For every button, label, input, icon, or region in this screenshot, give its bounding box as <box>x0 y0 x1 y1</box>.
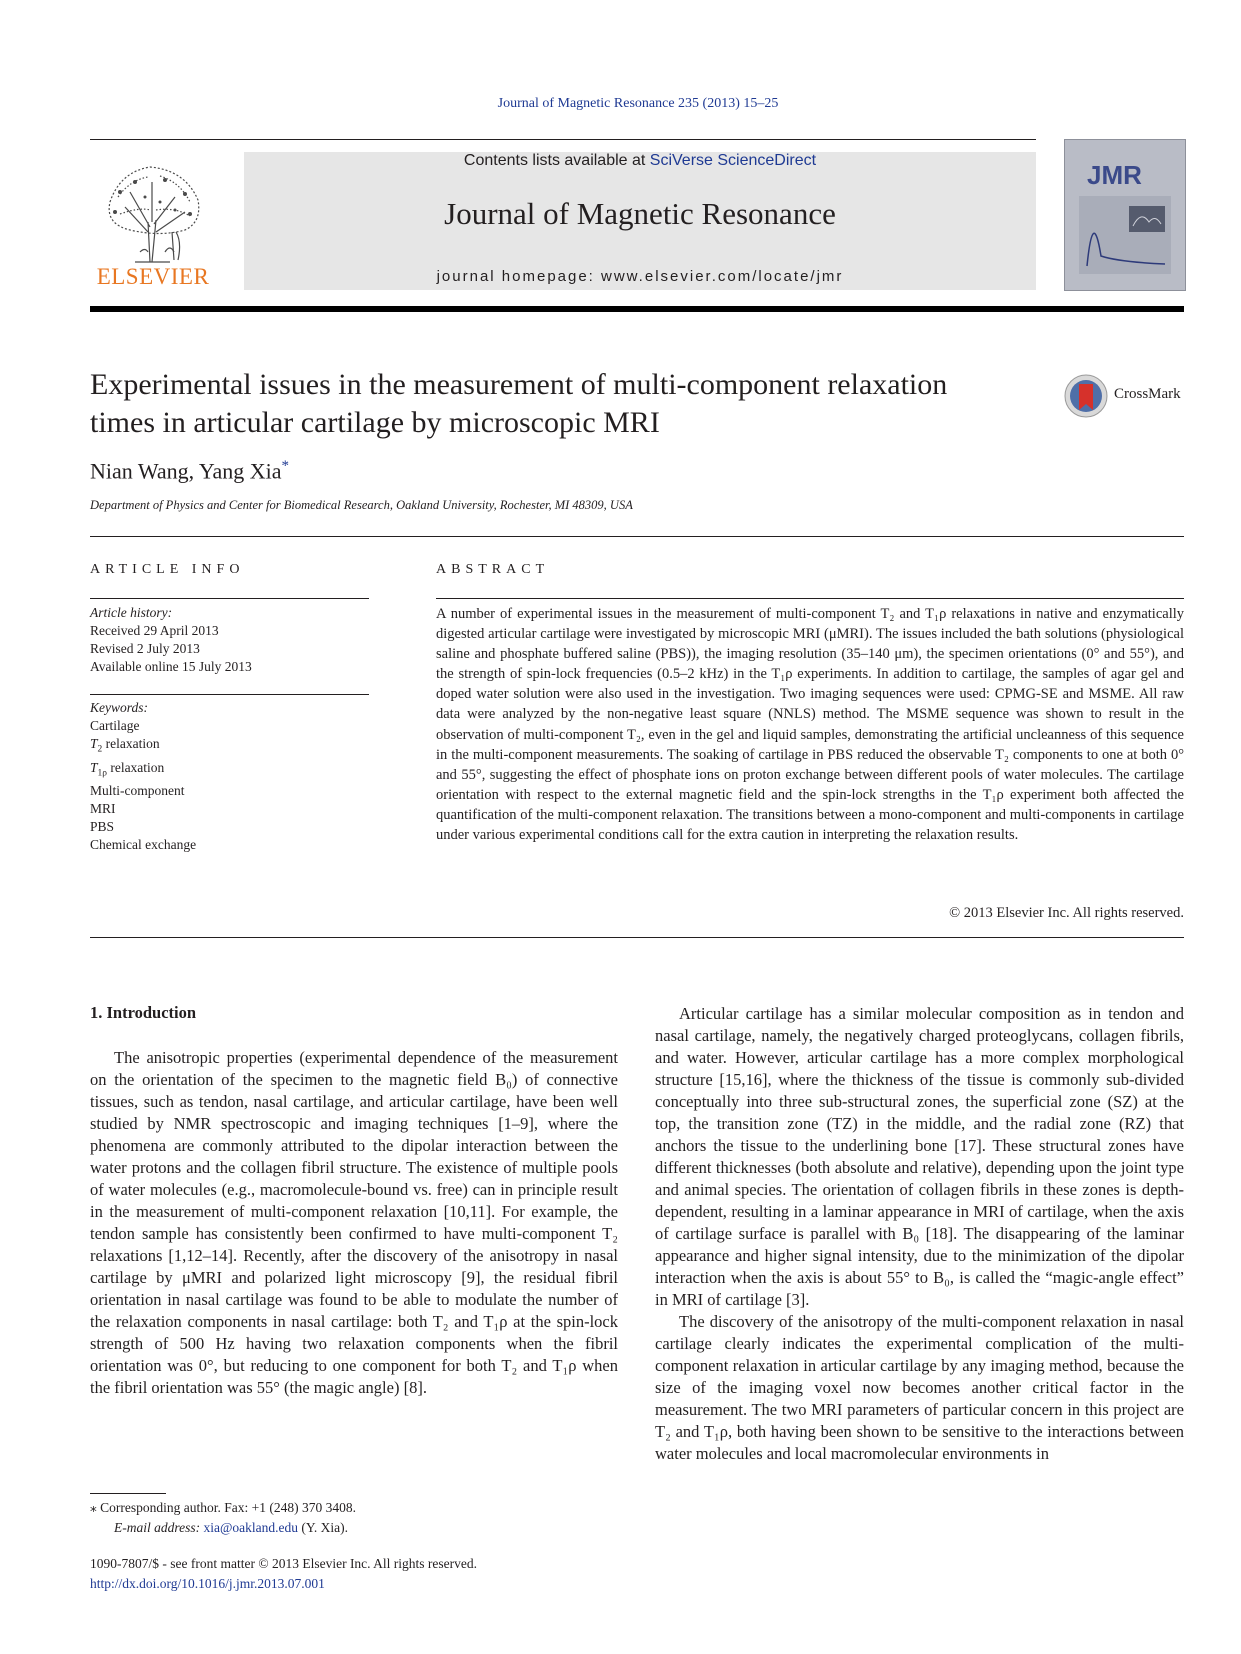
keywords-rule <box>90 694 369 695</box>
cover-plot-icon <box>1079 196 1171 274</box>
issn-line: 1090-7807/$ - see front matter © 2013 Elsevier Inc. All rights reserved. <box>90 1556 478 1571</box>
abstract-copyright: © 2013 Elsevier Inc. All rights reserved. <box>949 905 1184 921</box>
paragraph: The discovery of the anisotropy of the multi-component relaxation in nasal cartilage clearly indicates the experimental complication of the multi-component relaxation in articular cartilage by any imaging method, because the size of the imaging voxel now becomes another critical factor in the measurement. The two MRI parameters of particular concern in this project are T₂ and T₁ρ, both having been shown to be sensitive to the interactions between water molecules and local macromolecular environments in <box>655 1312 1184 1463</box>
contents-line <box>244 152 1036 170</box>
keyword-text: relaxation <box>102 736 160 751</box>
email-suffix: (Y. Xia). <box>298 1520 349 1535</box>
affiliation-rule <box>90 536 1184 537</box>
history-label: Article history: <box>90 605 173 620</box>
keyword: PBS <box>90 819 115 835</box>
journal-title: Journal of Magnetic Resonance <box>444 196 836 231</box>
history-received: Received 29 April 2013 <box>90 623 219 638</box>
cover-label: JMR <box>1087 160 1142 190</box>
abstract-text: A number of experimental issues in the measurement of multi-component T₂ and T₁ρ relaxations in native and enzymatically digested articular cartilage were investigated by microscopic MRI (μMRI). The issues included the bath solutions (physiological saline and phosphate buffered saline (PBS)), the imaging resolution (35–140 μm), the specimen orientations (0° and 55°), and the strength of spin-lock frequencies (0.5–2 kHz) in the T₁ρ experiments. In addition to cartilage, the samples of agar gel and doped water solution were also used in the investigation. Two imaging sequences were used: CPMG-SE and MSME. All raw data were analyzed by the non-negative least square (NNLS) method. The MSME sequence was shown to result in the observation of multi-component T₂, even in the gel and liquid samples, demonstrating the artificial uncleanness of this sequence in the multi-component measurements. The soaking of cartilage in PBS reduced the observable T₂ components to one at both 0° and 55°, suggesting the effect of phosphate ions on proton exchange between different pools of water molecules. The cartilage orientation with respect to the external magnetic field and the spin-lock strengths in the T₁ρ experiment both affected the quantification of the multi-component relaxation. The transitions between a mono-component and multi-components in cartilage under various experimental conditions call for the extra caution in interpreting the relaxation results. <box>436 606 1184 844</box>
corresponding-author-mark[interactable]: * <box>281 458 290 474</box>
article-title-line-1: Experimental issues in the measurement of multi-component relaxation <box>90 368 948 401</box>
header-thick-rule <box>90 306 1184 312</box>
paragraph: Articular cartilage has a similar molecular composition as in tendon and nasal cartilage, namely, the negatively charged proteoglycans, collagen fibrils, and water. However, articular cartilage has a more complex morphological structure [15,16], where the thickness of the tissue is commonly sub-divided conceptually into three sub-structural zones, the superficial zone (SZ) at the top, the transition zone (TZ) in the middle, and the radial zone (RZ) that anchors the tissue to the underlining bone [17]. These structural zones have different thicknesses (both absolute and relative), depending upon the joint type and animal species. The orientation of collagen fibrils in these zones is depth-dependent, resulting in a laminar appearance in MRI of cartilage, when the axis of cartilage surface is parallel with B₀ [18]. The disappearing of the laminar appearance and higher signal intensity, due to the minimization of the dipolar interaction when the axis is about 55° to B₀, is called the “magic-angle effect” in MRI of cartilage [3]. <box>655 1004 1184 1309</box>
crossmark-label: CrossMark <box>1114 386 1181 402</box>
keyword: MRI <box>90 801 116 817</box>
contents-prefix: Contents lists available at <box>463 152 650 169</box>
footnote-rule <box>90 1493 166 1494</box>
authors <box>90 458 289 484</box>
journal-banner <box>244 152 1036 290</box>
keyword: Multi-component <box>90 783 185 799</box>
paragraph: The anisotropic properties (experimental dependence of the measurement on the orientation of the specimen to the magnetic field B₀) of connective tissues, such as tendon, nasal cartilage, and articular cartilage, have been well studied by NMR spectroscopic and imaging techniques [1–9], where the phenomena are commonly attributed to the dipolar interaction between the water protons and the collagen fibril structure. The existence of multiple pools of water molecules (e.g., macromolecule-bound vs. free) can in principle result in the measurement of multi-component relaxation [10,11]. For example, the tendon sample has consistently been confirmed to have multi-component T₂ relaxations [1,12–14]. Recently, after the discovery of the anisotropy in nasal cartilage by μMRI and polarized light microscopy [9], the residual fibril orientation in nasal cartilage was found to be able to modulate the number of the relaxation components in nasal cartilage: both T₂ and T₁ρ at the spin-lock strength of 500 Hz having two relaxation components when the fibril orientation was 0°, but reducing to one component for both T₂ and T₁ρ when the fibril orientation was 55° (the magic angle) [8]. <box>90 1048 618 1397</box>
keyword: Chemical exchange <box>90 837 197 853</box>
elsevier-logo <box>90 152 216 292</box>
issn-block <box>90 1554 477 1594</box>
crossmark-icon <box>1064 374 1108 418</box>
keyword-symbol: T <box>90 736 98 751</box>
elsevier-wordmark: ELSEVIER <box>96 264 210 289</box>
keyword-subscript: 1ρ <box>97 768 107 779</box>
footnote <box>90 1498 356 1538</box>
journal-cover <box>1064 139 1186 291</box>
article-info-rule <box>90 598 369 599</box>
history-revised: Revised 2 July 2013 <box>90 641 200 656</box>
article-title <box>90 366 1050 442</box>
email-label: E-mail address: <box>114 1520 204 1535</box>
keyword: Cartilage <box>90 718 140 733</box>
history-online: Available online 15 July 2013 <box>90 659 252 674</box>
footnote-text: Corresponding author. Fax: +1 (248) 370 3408. <box>96 1500 356 1515</box>
keyword <box>90 735 370 759</box>
keyword <box>90 759 370 783</box>
article-history <box>90 604 370 676</box>
keyword-subscript: 2 <box>97 744 103 755</box>
header-rule <box>90 139 1036 140</box>
doi-link[interactable]: http://dx.doi.org/10.1016/j.jmr.2013.07.001 <box>90 1576 325 1591</box>
keyword-text: relaxation <box>106 759 165 775</box>
author-names: Nian Wang, Yang Xia <box>90 458 282 484</box>
keywords <box>90 699 370 854</box>
section-heading-introduction: 1. Introduction <box>90 1003 197 1022</box>
body-column-right <box>655 1003 1184 1465</box>
footnote-corresponding <box>90 1498 356 1518</box>
body-column-left <box>90 1047 618 1399</box>
footnote-mark: ⁎ <box>90 1500 97 1515</box>
journal-homepage[interactable]: journal homepage: www.elsevier.com/locate/jmr <box>436 268 844 285</box>
article-info-heading: ARTICLE INFO <box>90 562 245 577</box>
abstract-heading: ABSTRACT <box>436 562 550 577</box>
crossmark-badge[interactable] <box>1064 374 1184 420</box>
affiliation: Department of Physics and Center for Biomedical Research, Oakland University, Rochester, MI 48309, USA <box>90 498 633 512</box>
sciencedirect-link[interactable]: SciVerse ScienceDirect <box>649 152 817 169</box>
abstract-rule <box>436 598 1184 599</box>
abstract-bottom-rule <box>90 937 1184 938</box>
footnote-email <box>90 1518 356 1538</box>
email-link[interactable]: xia@oakland.edu <box>203 1520 299 1535</box>
keywords-label: Keywords: <box>90 700 148 715</box>
journal-reference-link[interactable]: Journal of Magnetic Resonance 235 (2013) 15–25 <box>497 96 779 111</box>
article-title-line-2: times in articular cartilage by microscopic MRI <box>90 406 660 439</box>
keyword-symbol: T <box>90 759 98 775</box>
